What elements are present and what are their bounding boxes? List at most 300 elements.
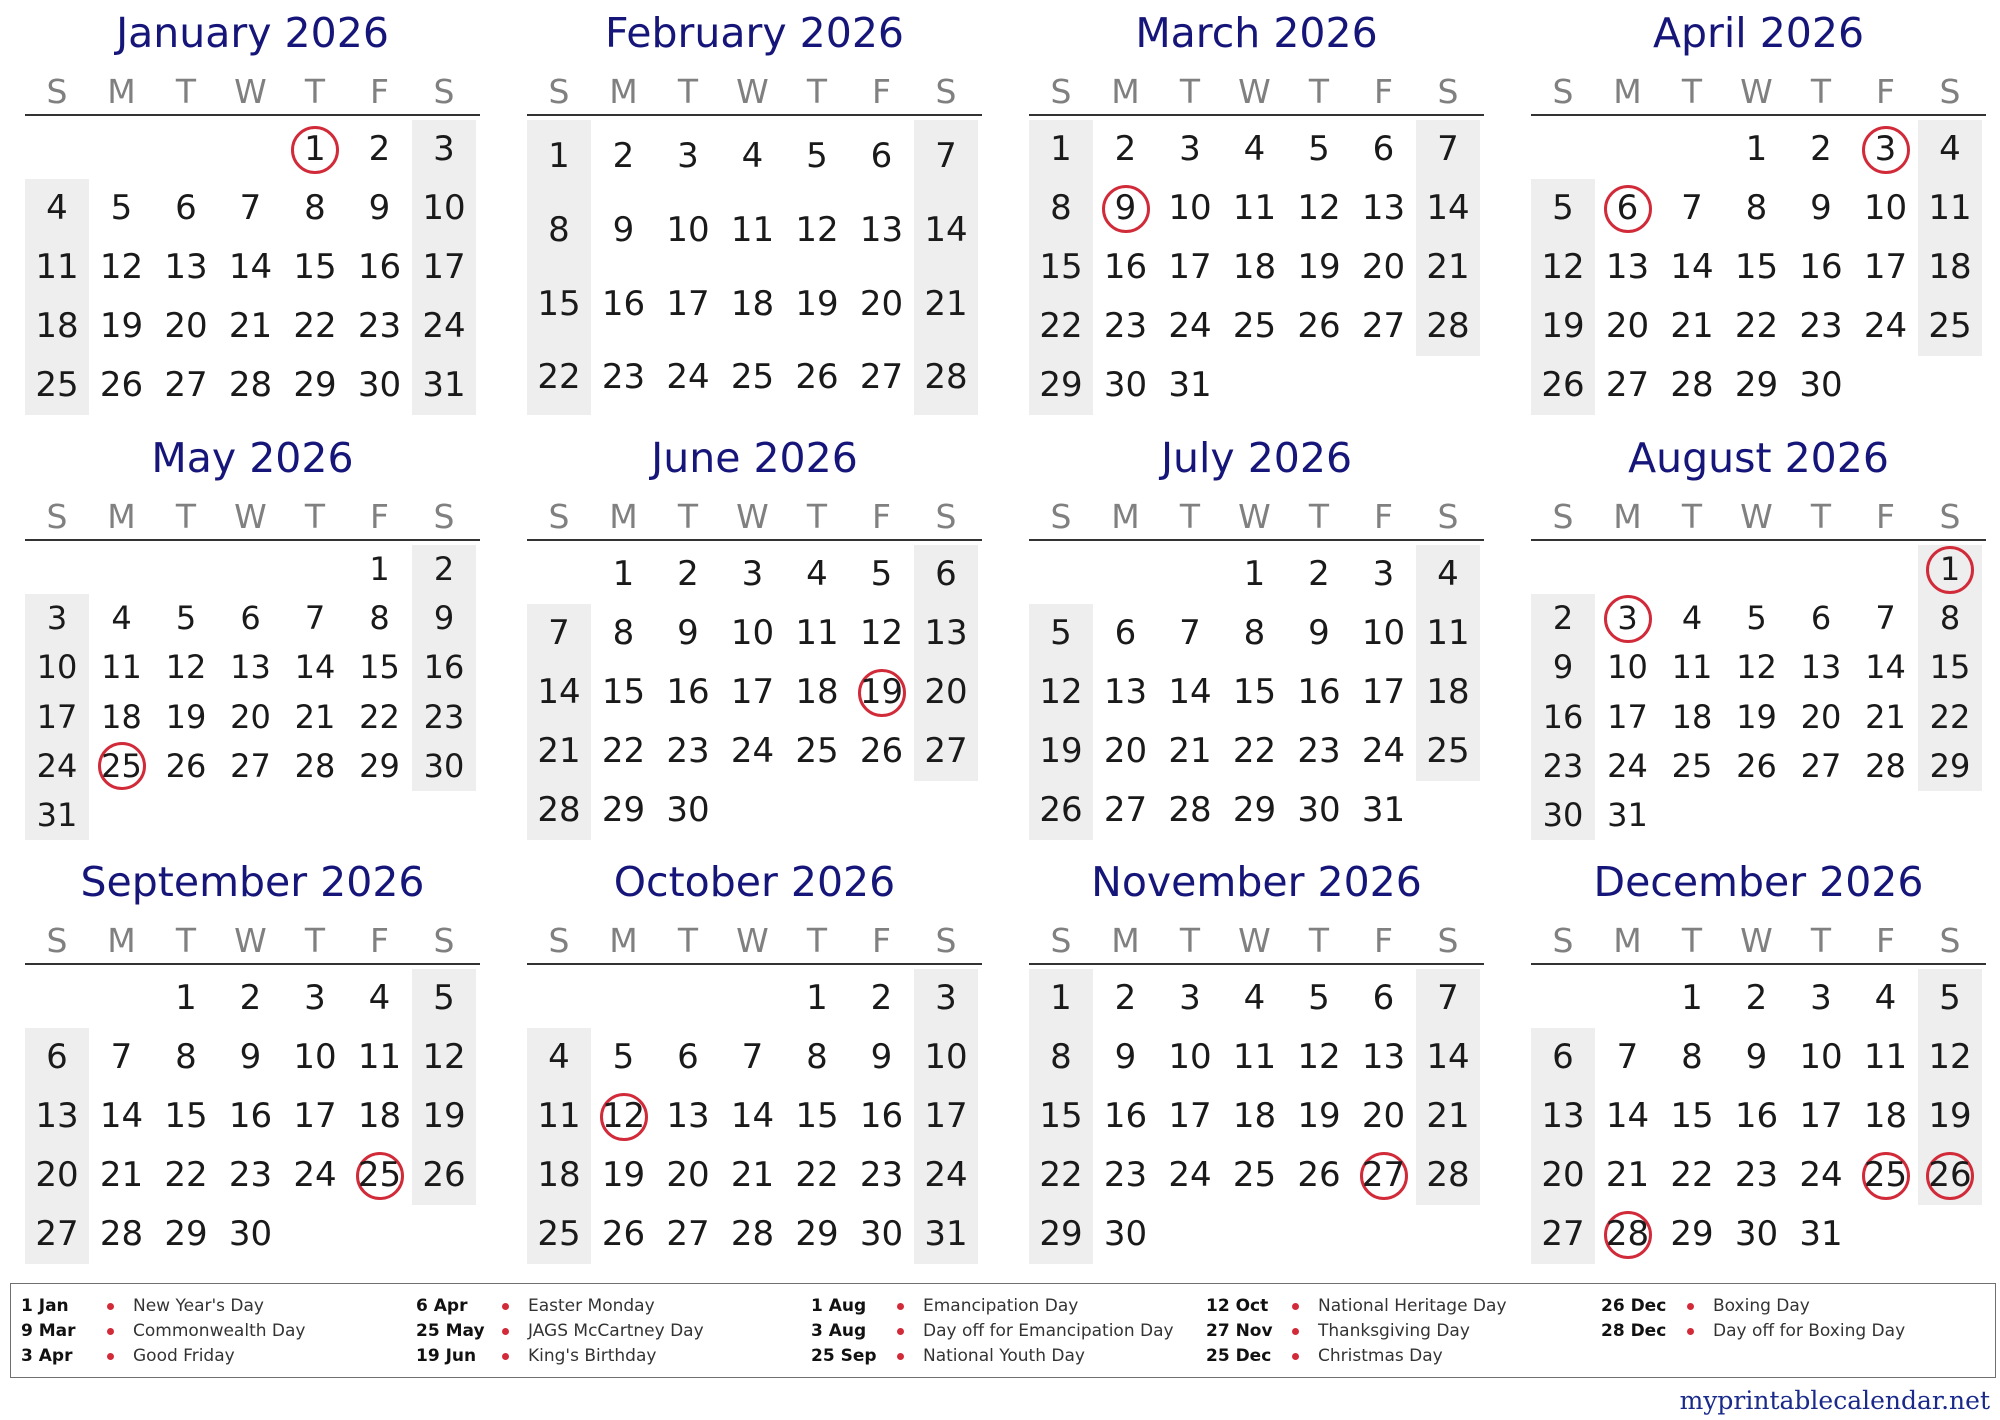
- weekday-label: S: [1050, 72, 1072, 111]
- day-cell: 23: [666, 731, 710, 771]
- day-cell: 6: [1372, 978, 1395, 1018]
- day-cell: 3: [677, 136, 699, 176]
- day-cell: 8: [1243, 613, 1266, 653]
- weekday-label: S: [433, 72, 455, 111]
- day-cell: 16: [859, 1096, 904, 1136]
- day-cell: 10: [293, 1037, 337, 1077]
- day-cell: 15: [1670, 1096, 1714, 1136]
- legend-holiday-name: Easter Monday: [528, 1296, 655, 1316]
- weekday-label: S: [935, 921, 957, 960]
- weekday-label: T: [1810, 72, 1832, 111]
- weekday-label: F: [370, 72, 389, 111]
- weekday-label: S: [1437, 497, 1459, 536]
- legend-holiday-name: Boxing Day: [1713, 1296, 1810, 1316]
- day-cell: 27: [924, 731, 968, 771]
- day-cell: 2: [239, 978, 262, 1018]
- day-cell: 13: [1361, 188, 1406, 228]
- weekday-label: T: [304, 72, 326, 111]
- day-cell: 19: [795, 283, 839, 324]
- day-cell: 1: [806, 978, 828, 1018]
- day-cell: 27: [859, 357, 904, 398]
- day-cell: 24: [1361, 731, 1406, 771]
- month-july: [1029, 425, 1484, 845]
- day-cell: 18: [537, 1155, 581, 1195]
- day-cell: 10: [666, 209, 710, 250]
- day-cell: 4: [1437, 554, 1459, 594]
- legend-holiday-name: Christmas Day: [1318, 1346, 1443, 1366]
- day-cell: 7: [304, 599, 326, 638]
- weekday-label: T: [175, 72, 197, 111]
- day-cell: 22: [601, 731, 646, 771]
- day-cell: 23: [1542, 746, 1584, 785]
- day-cell: 5: [1308, 978, 1330, 1018]
- weekday-label: T: [1681, 72, 1703, 111]
- day-cell: 29: [1670, 1214, 1714, 1254]
- day-cell: 10: [422, 188, 466, 228]
- day-cell: 13: [1361, 1037, 1406, 1077]
- month-october: [527, 849, 982, 1269]
- weekday-label: W: [234, 72, 267, 111]
- day-cell: 14: [1865, 648, 1906, 687]
- day-cell: 20: [1103, 731, 1148, 771]
- day-cell: 27: [1541, 1214, 1585, 1254]
- day-cell: 16: [423, 648, 465, 687]
- weekday-label: M: [1111, 921, 1140, 960]
- day-cell: 26: [1297, 1155, 1341, 1195]
- day-cell: 27: [164, 365, 208, 405]
- bullet-dot-icon: [1687, 1328, 1694, 1335]
- day-cell: 28: [1426, 306, 1470, 346]
- day-cell: 31: [1799, 1214, 1843, 1254]
- weekday-label: M: [107, 921, 136, 960]
- day-cell: 8: [175, 1037, 197, 1077]
- weekday-label: S: [1939, 497, 1961, 536]
- day-cell: 28: [1168, 790, 1212, 830]
- day-cell: 11: [1863, 1037, 1908, 1077]
- day-cell: 5: [1050, 613, 1072, 653]
- day-cell: 7: [110, 1037, 133, 1077]
- day-cell: 20: [924, 672, 968, 712]
- day-cell: 22: [293, 306, 337, 346]
- weekday-label: T: [304, 497, 326, 536]
- day-cell: 6: [677, 1037, 699, 1077]
- day-cell: 18: [1232, 1096, 1277, 1136]
- weekday-label: T: [1681, 497, 1703, 536]
- weekday-label: T: [175, 921, 197, 960]
- day-cell: 23: [601, 357, 646, 398]
- day-cell: 12: [1297, 1037, 1341, 1077]
- weekday-label: T: [304, 921, 326, 960]
- day-cell: 18: [35, 306, 79, 346]
- legend-holiday-name: New Year's Day: [133, 1296, 264, 1316]
- day-cell: 22: [1039, 306, 1083, 346]
- day-cell: 9: [1810, 188, 1832, 228]
- day-cell: 7: [1616, 1037, 1639, 1077]
- bullet-dot-icon: [897, 1328, 904, 1335]
- day-cell: 18: [1232, 247, 1277, 287]
- day-cell: 17: [1168, 247, 1212, 287]
- day-cell: 2: [1810, 129, 1832, 169]
- bullet-dot-icon: [107, 1328, 114, 1335]
- day-cell: 19: [859, 672, 904, 712]
- weekday-label: T: [677, 921, 699, 960]
- weekday-label: T: [806, 921, 828, 960]
- day-cell: 16: [228, 1096, 273, 1136]
- day-cell: 29: [164, 1214, 208, 1254]
- day-cell: 4: [1243, 978, 1266, 1018]
- weekday-label: S: [935, 72, 957, 111]
- month-january: [25, 0, 480, 420]
- day-cell: 13: [230, 648, 271, 687]
- day-cell: 5: [1308, 129, 1330, 169]
- day-cell: 26: [1039, 790, 1083, 830]
- day-cell: 14: [99, 1096, 144, 1136]
- day-cell: 15: [1232, 672, 1277, 712]
- day-cell: 12: [1039, 672, 1083, 712]
- day-cell: 4: [46, 188, 68, 228]
- day-cell: 2: [1552, 599, 1574, 638]
- day-cell: 1: [1939, 550, 1961, 588]
- weekday-label: F: [1876, 72, 1895, 111]
- day-cell: 20: [1605, 306, 1650, 346]
- day-cell: 24: [730, 731, 775, 771]
- day-cell: 23: [1103, 1155, 1148, 1195]
- day-cell: 24: [1168, 1155, 1212, 1195]
- month-title: March 2026: [1135, 9, 1378, 57]
- day-cell: 17: [666, 283, 710, 324]
- weekday-label: S: [935, 497, 957, 536]
- day-cell: 20: [859, 283, 904, 324]
- day-cell: 4: [548, 1037, 570, 1077]
- legend-date: 3 Apr: [21, 1346, 73, 1366]
- day-cell: 8: [612, 613, 635, 653]
- day-cell: 4: [1874, 978, 1897, 1018]
- day-cell: 21: [924, 283, 968, 324]
- day-cell: 9: [870, 1037, 893, 1077]
- day-cell: 4: [741, 136, 764, 176]
- weekday-label: F: [370, 921, 389, 960]
- day-cell: 8: [1681, 1037, 1703, 1077]
- day-cell: 24: [1863, 306, 1908, 346]
- day-cell: 21: [1426, 1096, 1470, 1136]
- day-cell: 19: [601, 1155, 646, 1195]
- day-cell: 14: [228, 247, 273, 287]
- legend-holiday-name: Commonwealth Day: [133, 1321, 306, 1341]
- day-cell: 11: [1232, 1037, 1277, 1077]
- day-cell: 10: [924, 1037, 968, 1077]
- weekday-header: [25, 495, 480, 541]
- day-cell: 15: [1039, 247, 1083, 287]
- day-cell: 18: [1863, 1096, 1908, 1136]
- day-cell: 25: [35, 365, 79, 405]
- day-cell: 28: [99, 1214, 144, 1254]
- bullet-dot-icon: [502, 1328, 509, 1335]
- day-cell: 7: [1437, 978, 1459, 1018]
- day-cell: 15: [1039, 1096, 1083, 1136]
- weekday-label: T: [677, 497, 699, 536]
- month-june: [527, 425, 982, 845]
- day-cell: 28: [294, 746, 336, 785]
- day-cell: 24: [1799, 1155, 1843, 1195]
- day-cell: 29: [1232, 790, 1277, 830]
- weekday-label: W: [736, 921, 769, 960]
- day-cell: 14: [537, 672, 581, 712]
- day-cell: 10: [1607, 648, 1648, 687]
- day-cell: 23: [1297, 731, 1341, 771]
- month-title: December 2026: [1593, 858, 1924, 906]
- day-cell: 9: [368, 188, 391, 228]
- day-cell: 16: [1799, 247, 1843, 287]
- legend-date: 6 Apr: [416, 1296, 468, 1316]
- day-cell: 14: [294, 648, 336, 687]
- day-cell: 6: [46, 1037, 68, 1077]
- day-cell: 26: [422, 1155, 466, 1195]
- day-cell: 27: [1800, 746, 1842, 785]
- weekday-label: T: [806, 72, 828, 111]
- weekday-label: T: [1308, 921, 1330, 960]
- day-cell: 19: [1541, 306, 1585, 346]
- day-cell: 13: [1605, 247, 1650, 287]
- month-title: February 2026: [604, 9, 905, 57]
- day-cell: 16: [1297, 672, 1341, 712]
- day-cell: 10: [36, 648, 78, 687]
- day-cell: 4: [806, 554, 828, 594]
- day-cell: 28: [1426, 1155, 1470, 1195]
- day-cell: 28: [924, 357, 968, 398]
- day-cell: 30: [1103, 365, 1148, 405]
- day-cell: 10: [1168, 1037, 1212, 1077]
- bullet-dot-icon: [1687, 1303, 1694, 1310]
- day-cell: 1: [175, 978, 197, 1018]
- day-cell: 24: [1168, 306, 1212, 346]
- day-cell: 13: [924, 613, 968, 653]
- day-cell: 20: [230, 697, 271, 736]
- weekday-header: [1531, 70, 1986, 116]
- day-cell: 9: [1114, 188, 1137, 228]
- day-cell: 12: [1297, 188, 1341, 228]
- day-cell: 7: [1681, 188, 1703, 228]
- day-cell: 3: [1179, 129, 1201, 169]
- day-cell: 3: [433, 129, 455, 169]
- day-cell: 30: [423, 746, 465, 785]
- day-cell: 19: [1039, 731, 1083, 771]
- bullet-dot-icon: [1292, 1303, 1299, 1310]
- day-cell: 8: [1050, 188, 1072, 228]
- day-cell: 2: [1308, 554, 1330, 594]
- day-cell: 22: [164, 1155, 208, 1195]
- day-cell: 29: [795, 1214, 839, 1254]
- day-cell: 24: [293, 1155, 337, 1195]
- month-march: [1029, 0, 1484, 420]
- day-cell: 5: [1939, 978, 1961, 1018]
- site-link[interactable]: myprintablecalendar.net: [1679, 1386, 1990, 1415]
- day-cell: 21: [1605, 1155, 1650, 1195]
- day-cell: 17: [1168, 1096, 1212, 1136]
- day-cell: 21: [294, 697, 336, 736]
- day-cell: 8: [304, 188, 326, 228]
- weekday-label: M: [609, 497, 638, 536]
- day-cell: 19: [422, 1096, 466, 1136]
- weekday-label: M: [107, 497, 136, 536]
- day-cell: 13: [1541, 1096, 1585, 1136]
- day-cell: 18: [357, 1096, 402, 1136]
- day-cell: 22: [795, 1155, 839, 1195]
- day-cell: 19: [1928, 1096, 1972, 1136]
- weekday-label: F: [1876, 921, 1895, 960]
- day-cell: 26: [795, 357, 839, 398]
- day-cell: 28: [537, 790, 581, 830]
- day-cell: 23: [357, 306, 402, 346]
- day-cell: 5: [433, 978, 455, 1018]
- day-cell: 17: [293, 1096, 337, 1136]
- day-cell: 25: [537, 1214, 581, 1254]
- day-cell: 5: [870, 554, 893, 594]
- day-cell: 25: [1928, 306, 1972, 346]
- weekday-label: M: [1613, 72, 1642, 111]
- day-cell: 17: [422, 247, 466, 287]
- day-cell: 17: [924, 1096, 968, 1136]
- day-cell: 27: [1103, 790, 1148, 830]
- weekday-label: M: [1111, 497, 1140, 536]
- day-cell: 13: [1103, 672, 1148, 712]
- month-title: July 2026: [1160, 434, 1353, 482]
- legend-date: 25 Sep: [811, 1346, 877, 1366]
- day-cell: 11: [1671, 648, 1713, 687]
- day-cell: 28: [1670, 365, 1714, 405]
- day-cell: 26: [1297, 306, 1341, 346]
- day-cell: 12: [1541, 247, 1585, 287]
- day-cell: 3: [741, 554, 764, 594]
- day-cell: 7: [548, 613, 570, 653]
- legend-holiday-name: King's Birthday: [528, 1346, 657, 1366]
- day-cell: 23: [1799, 306, 1843, 346]
- weekday-label: S: [1939, 921, 1961, 960]
- legend-holiday-name: Good Friday: [133, 1346, 235, 1366]
- weekday-label: T: [806, 497, 828, 536]
- day-cell: 4: [111, 599, 132, 638]
- weekday-header: [1029, 919, 1484, 965]
- day-cell: 6: [175, 188, 197, 228]
- bullet-dot-icon: [502, 1353, 509, 1360]
- weekday-label: F: [1374, 497, 1393, 536]
- weekday-label: M: [1111, 72, 1140, 111]
- legend-holiday-name: Thanksgiving Day: [1318, 1321, 1470, 1341]
- day-cell: 30: [1103, 1214, 1148, 1254]
- month-may: [25, 425, 480, 845]
- day-cell: 2: [870, 978, 893, 1018]
- day-cell: 27: [1605, 365, 1650, 405]
- day-cell: 1: [1050, 978, 1072, 1018]
- day-cell: 1: [1050, 129, 1072, 169]
- day-cell: 16: [1103, 247, 1148, 287]
- day-cell: 11: [101, 648, 142, 687]
- day-cell: 18: [795, 672, 839, 712]
- day-cell: 26: [99, 365, 144, 405]
- weekday-label: W: [1238, 921, 1271, 960]
- day-cell: 17: [36, 697, 78, 736]
- day-cell: 21: [1865, 697, 1906, 736]
- day-cell: 6: [1114, 613, 1137, 653]
- weekday-label: S: [1050, 497, 1072, 536]
- weekday-header: [1029, 495, 1484, 541]
- day-cell: 30: [228, 1214, 273, 1254]
- day-cell: 29: [1039, 365, 1083, 405]
- day-cell: 1: [369, 550, 390, 588]
- day-cell: 5: [1552, 188, 1574, 228]
- weekday-label: S: [1552, 72, 1574, 111]
- month-title: September 2026: [80, 858, 425, 906]
- day-cell: 1: [548, 136, 570, 176]
- day-cell: 1: [304, 129, 326, 169]
- day-cell: 17: [730, 672, 775, 712]
- day-cell: 24: [666, 357, 710, 398]
- day-cell: 9: [1552, 648, 1574, 687]
- day-cell: 9: [239, 1037, 262, 1077]
- weekday-label: T: [1179, 921, 1201, 960]
- day-cell: 27: [1361, 1155, 1406, 1195]
- day-cell: 22: [1929, 697, 1971, 736]
- weekday-label: S: [1552, 921, 1574, 960]
- bullet-dot-icon: [897, 1303, 904, 1310]
- day-cell: 30: [1799, 365, 1843, 405]
- day-cell: 31: [36, 795, 78, 834]
- day-cell: 9: [433, 599, 455, 638]
- day-cell: 11: [1928, 188, 1972, 228]
- weekday-label: F: [872, 72, 891, 111]
- day-cell: 8: [1050, 1037, 1072, 1077]
- weekday-label: T: [1810, 921, 1832, 960]
- day-cell: 17: [1799, 1096, 1843, 1136]
- day-cell: 12: [1736, 648, 1777, 687]
- weekday-label: W: [234, 921, 267, 960]
- day-cell: 14: [1426, 188, 1470, 228]
- legend-date: 9 Mar: [21, 1321, 76, 1341]
- day-cell: 3: [46, 599, 68, 638]
- day-cell: 24: [1607, 746, 1648, 785]
- day-cell: 31: [1361, 790, 1406, 830]
- weekday-label: W: [1238, 72, 1271, 111]
- day-cell: 13: [164, 247, 208, 287]
- day-cell: 13: [666, 1096, 710, 1136]
- weekday-header: [1531, 495, 1986, 541]
- day-cell: 19: [1297, 247, 1341, 287]
- day-cell: 10: [1168, 188, 1212, 228]
- bullet-dot-icon: [107, 1353, 114, 1360]
- day-cell: 7: [935, 136, 957, 176]
- day-cell: 18: [1928, 247, 1972, 287]
- weekday-label: T: [677, 72, 699, 111]
- day-cell: 4: [1939, 129, 1961, 169]
- legend-holiday-name: Emancipation Day: [923, 1296, 1079, 1316]
- day-cell: 23: [1734, 1155, 1779, 1195]
- month-september: [25, 849, 480, 1269]
- day-cell: 5: [110, 188, 133, 228]
- weekday-label: S: [46, 921, 68, 960]
- legend-date: 1 Aug: [811, 1296, 867, 1316]
- day-cell: 15: [795, 1096, 839, 1136]
- weekday-label: F: [1876, 497, 1895, 536]
- day-cell: 15: [1929, 648, 1971, 687]
- weekday-label: M: [609, 72, 638, 111]
- day-cell: 18: [101, 697, 142, 736]
- weekday-label: T: [175, 497, 197, 536]
- day-cell: 16: [1103, 1096, 1148, 1136]
- legend-holiday-name: Day off for Boxing Day: [1713, 1321, 1906, 1341]
- day-cell: 10: [730, 613, 775, 653]
- day-cell: 26: [601, 1214, 646, 1254]
- month-december: [1531, 849, 1986, 1269]
- day-cell: 10: [1361, 613, 1406, 653]
